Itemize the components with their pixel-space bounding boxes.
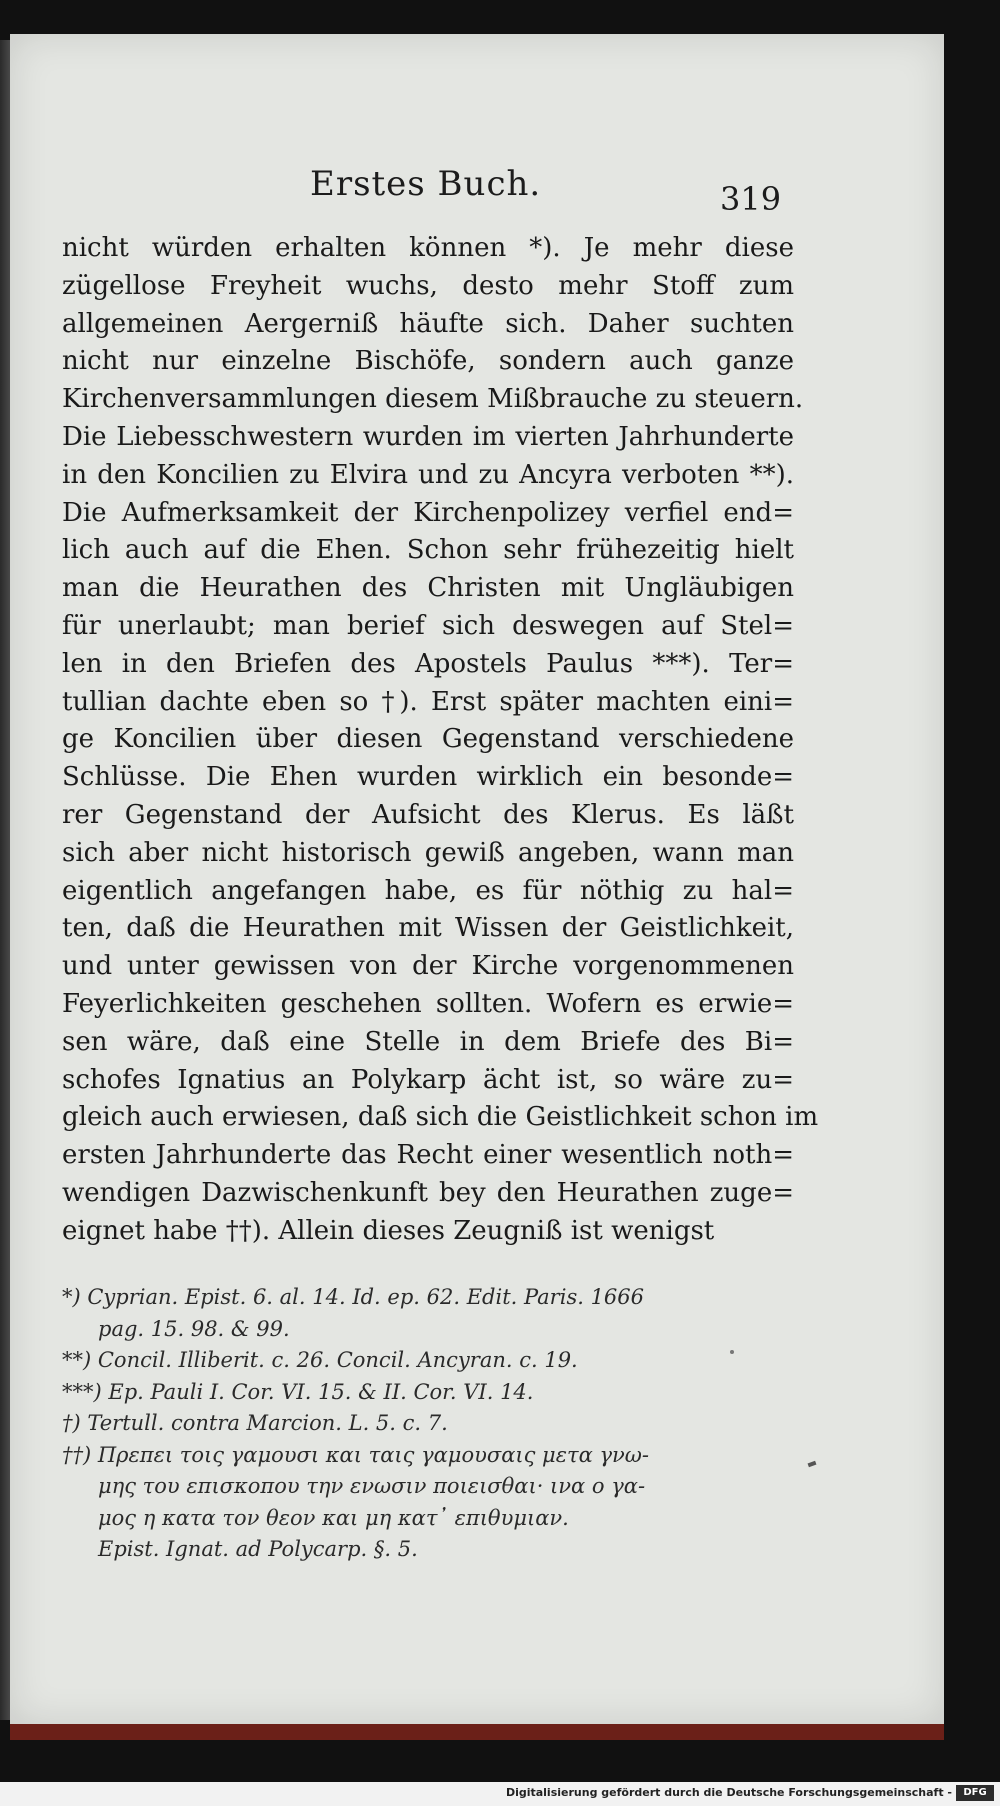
footnote-line: **) Concil. Illiberit. c. 26. Concil. Ancyran. c. 19. (62, 1348, 578, 1372)
footnote-line: ***) Ep. Pauli I. Cor. VI. 15. & II. Cor. VI. 14. (62, 1379, 534, 1404)
footnotes-block (62, 1282, 794, 1566)
text-line: Die Aufmerksamkeit der Kirchenpolizey verfiel end= (62, 497, 794, 528)
footnote-line: *) Cyprian. Epist. 6. al. 14. Id. ep. 62. Edit. Paris. 1666 (62, 1285, 645, 1309)
text-line: wendigen Dazwischenkunft bey den Heurathen zuge= (62, 1177, 794, 1208)
text-line: Schlüsse. Die Ehen wurden wirklich ein besonde= (62, 762, 794, 793)
text-line: nicht nur einzelne Bischöfe, sondern auch ganze (62, 346, 794, 377)
text-line: sich aber nicht historisch gewiß angeben, wann man (62, 837, 794, 868)
text-line: Kirchenversammlungen diesem Mißbrauche zu steuern. (62, 384, 804, 415)
text-line: nicht würden erhalten können *). Je mehr diese (62, 233, 794, 263)
text-line: man die Heurathen des Christen mit Ungläubigen (62, 573, 794, 604)
text-line: tullian dachte eben so †). Erst später machten eini= (62, 686, 794, 717)
dfg-logo: DFG (956, 1785, 994, 1801)
text-line: len in den Briefen des Apostels Paulus ***). Ter= (62, 648, 794, 679)
text-line: zügellose Freyheit wuchs, desto mehr Stoff zum (62, 270, 794, 301)
footnote-line: †) Tertull. contra Marcion. L. 5. c. 7. (62, 1411, 448, 1435)
book-page (10, 34, 944, 1724)
footnote-line: μος η κατα τον θεον και μη κατ᾽ επιθυμιαν. (98, 1505, 569, 1530)
ink-speck (730, 1350, 734, 1354)
text-line: allgemeinen Aergerniß häufte sich. Daher suchten (62, 308, 794, 339)
text-line: rer Gegenstand der Aufsicht des Klerus. Es läßt (62, 799, 794, 830)
text-line: ge Koncilien über diesen Gegenstand verschiedene (62, 724, 794, 755)
text-line: lich auch auf die Ehen. Schon sehr frühezeitig hielt (62, 535, 794, 566)
footnote-line: μης του επισκοπου την ενωσιν ποιεισθαι· ινα ο γα- (98, 1474, 646, 1498)
text-line: ersten Jahrhunderte das Recht einer wesentlich noth= (62, 1140, 794, 1171)
text-line: für unerlaubt; man berief sich deswegen auf Stel= (62, 610, 794, 641)
text-line: sen wäre, daß eine Stelle in dem Briefe des Bi= (62, 1026, 794, 1057)
funding-credit: Digitalisierung gefördert durch die Deutsche Forschungsgemeinschaft - (505, 1786, 952, 1799)
footnote-line: Epist. Ignat. ad Polycarp. §. 5. (98, 1537, 418, 1561)
text-line: gleich auch erwiesen, daß sich die Geistlichkeit schon im (62, 1102, 819, 1133)
page-number: 319 (720, 180, 782, 218)
footnote-line: ††) Πρεπει τοις γαμουσι και ταις γαμουσαις μετα γνω- (62, 1442, 649, 1467)
text-line: und unter gewissen von der Kirche vorgenommenen (62, 951, 794, 982)
text-line: ten, daß die Heurathen mit Wissen der Geistlichkeit, (62, 913, 794, 944)
text-line: Die Liebesschwestern wurden im vierten Jahrhunderte (62, 421, 794, 452)
footnote-line: pag. 15. 98. & 99. (98, 1316, 290, 1341)
digitization-footer (0, 1782, 1000, 1806)
text-line: Feyerlichkeiten geschehen sollten. Wofern es erwie= (62, 988, 794, 1019)
main-text-block (62, 230, 819, 1251)
running-title: Erstes Buch. (310, 164, 542, 204)
text-line: in den Koncilien zu Elvira und zu Ancyra verboten **). (62, 459, 794, 490)
text-line: schofes Ignatius an Polykarp ächt ist, so wäre zu= (62, 1064, 794, 1095)
text-line: eignet habe ††). Allein dieses Zeugniß ist wenigst (62, 1215, 715, 1246)
page-bottom-edge (10, 1724, 944, 1740)
text-line: eigentlich angefangen habe, es für nöthig zu hal= (62, 875, 794, 906)
running-head (10, 164, 944, 218)
